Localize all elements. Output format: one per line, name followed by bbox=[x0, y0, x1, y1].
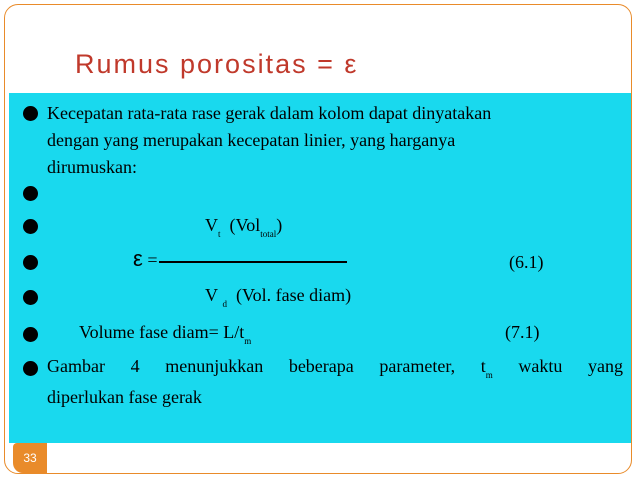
page-number: 33 bbox=[13, 443, 47, 473]
paragraph2-line1 bbox=[47, 355, 623, 380]
numerator-sub: total bbox=[260, 229, 277, 239]
bullet-7 bbox=[23, 361, 38, 376]
denominator-v: V bbox=[205, 285, 218, 305]
paragraph2-line1-b: waktu yang bbox=[518, 356, 623, 376]
bullet-2 bbox=[23, 186, 38, 201]
paragraph2-line1-a: Gambar 4 menunjukkan beberapa parameter, t bbox=[47, 356, 486, 376]
numerator-v: V bbox=[205, 215, 218, 235]
fraction-line bbox=[159, 261, 347, 263]
slide-title: Rumus porositas = ε bbox=[75, 49, 359, 79]
formula1-denominator bbox=[205, 284, 351, 309]
denominator-text: (Vol. fase diam) bbox=[236, 285, 352, 305]
denominator-v-sub: d bbox=[222, 299, 227, 309]
paragraph1-line1: Kecepatan rata-rata rase gerak dalam kolom dapat dinyatakan bbox=[47, 103, 492, 123]
slide-frame bbox=[4, 4, 632, 474]
content-box bbox=[9, 93, 632, 443]
formula2-sub: m bbox=[244, 336, 252, 346]
bullet-4 bbox=[23, 255, 38, 270]
bullet-5 bbox=[23, 290, 38, 305]
paragraph1-line2: dengan yang merupakan kecepatan linier, yang harganya bbox=[47, 130, 456, 150]
formula1-number: (6.1) bbox=[509, 252, 544, 272]
paragraph2-line2: diperlukan fase gerak bbox=[47, 387, 202, 407]
bullet-3 bbox=[23, 219, 38, 234]
numerator-text: (Vol bbox=[229, 215, 261, 235]
formula2-number: (7.1) bbox=[505, 322, 540, 342]
numerator-v-sub: t bbox=[218, 229, 221, 239]
paragraph1-line3: dirumuskan: bbox=[47, 157, 137, 177]
bullet-1 bbox=[23, 106, 38, 121]
epsilon-symbol: ε bbox=[133, 246, 143, 271]
formula2 bbox=[79, 321, 251, 346]
numerator-close: ) bbox=[276, 215, 283, 235]
equals-sign: = bbox=[147, 250, 158, 270]
formula1-main bbox=[133, 248, 347, 271]
bullet-6 bbox=[23, 327, 38, 342]
formula2-lhs: Volume fase diam= L/t bbox=[79, 322, 245, 342]
paragraph2-line1-sub: m bbox=[485, 370, 493, 380]
formula1-numerator bbox=[205, 214, 282, 239]
